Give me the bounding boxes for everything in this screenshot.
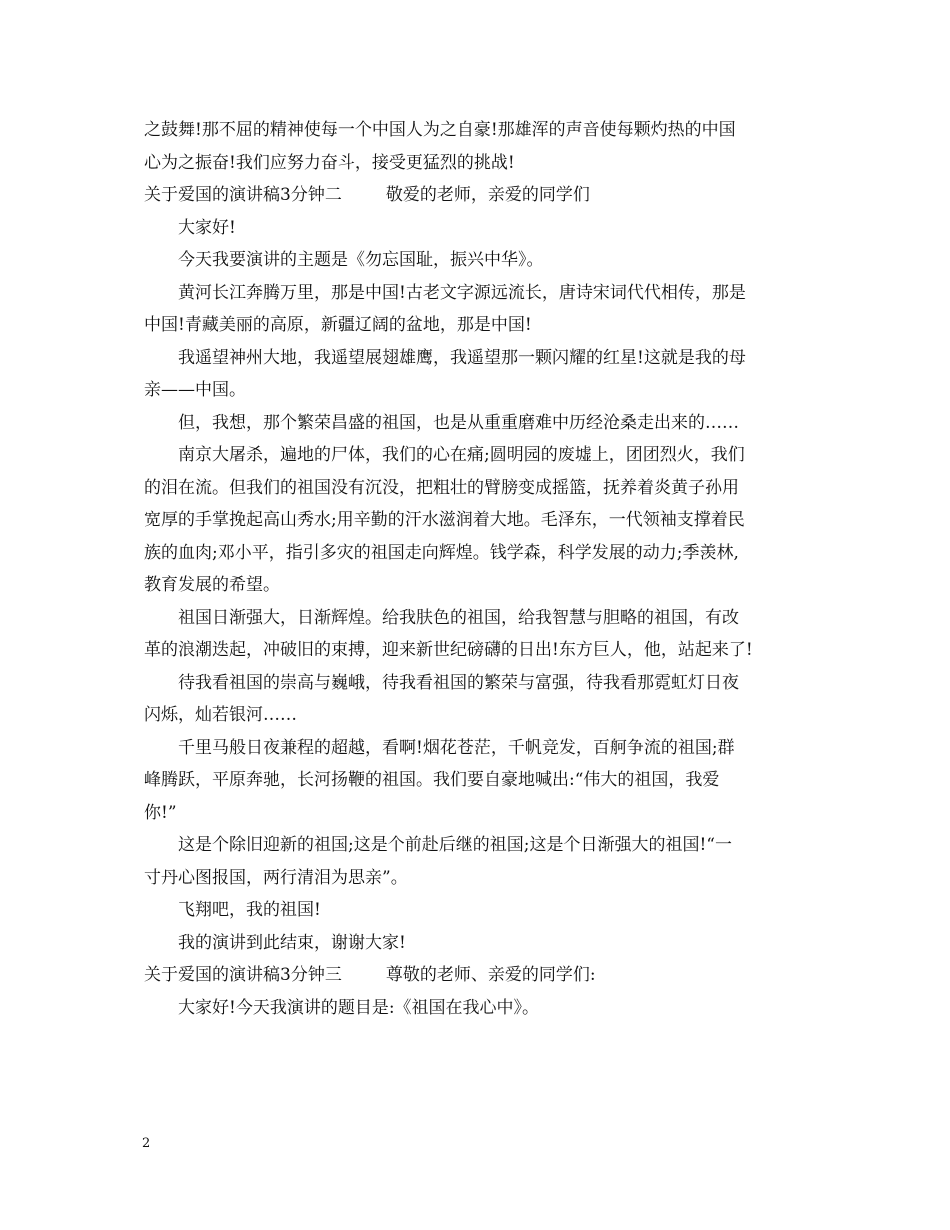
section-title: 关于爱国的演讲稿3分钟二	[144, 185, 342, 205]
salutation: 敬爱的老师，亲爱的同学们	[385, 185, 590, 205]
paragraph-line: 宽厚的手掌挽起高山秀水;用辛勤的汗水滋润着大地。毛泽东，一代领袖支撑着民	[144, 510, 745, 530]
paragraph-line: 大家好!今天我演讲的题目是:《祖国在我心中》。	[178, 997, 540, 1018]
paragraph-line: 峰腾跃，平原奔驰，长河扬鞭的祖国。我们要自豪地喊出:“伟大的祖国，我爱	[144, 770, 720, 790]
salutation: 尊敬的老师、亲爱的同学们:	[385, 965, 596, 985]
paragraph-line: 待我看祖国的崇高与巍峨，待我看祖国的繁荣与富强，待我看那霓虹灯日夜	[178, 672, 739, 693]
paragraph-line: 教育发展的希望。	[144, 575, 280, 595]
paragraph-line: 寸丹心图报国，两行清泪为思亲”。	[144, 867, 408, 888]
section-title: 关于爱国的演讲稿3分钟三	[144, 965, 342, 985]
paragraph-line: 黄河长江奔腾万里，那是中国!古老文字源远流长，唐诗宋词代代相传，那是	[178, 282, 746, 303]
paragraph-line: 祖国日渐强大，日渐辉煌。给我肤色的祖国，给我智慧与胆略的祖国，有改	[178, 607, 739, 628]
paragraph-line: 之鼓舞!那不屈的精神使每一个中国人为之自豪!那雄浑的声音使每颗灼热的中国	[144, 120, 736, 140]
paragraph-line: 但，我想，那个繁荣昌盛的祖国，也是从重重磨难中历经沧桑走出来的……	[178, 412, 739, 433]
document-body	[144, 114, 824, 1024]
paragraph-line: 心为之振奋!我们应努力奋斗，接受更猛烈的挑战!	[144, 152, 515, 173]
paragraph-line: 的泪在流。但我们的祖国没有沉没，把粗壮的臂膀变成摇篮，抚养着炎黄子孙用	[144, 477, 739, 498]
paragraph-line: 我的演讲到此结束，谢谢大家!	[178, 932, 406, 953]
paragraph-line: 大家好!	[178, 217, 236, 238]
paragraph-line: 革的浪潮迭起，冲破旧的束搏，迎来新世纪磅礴的日出!东方巨人，他，站起来了!	[144, 640, 753, 660]
paragraph-line: 族的血肉;邓小平，指引多灾的祖国走向辉煌。钱学森，科学发展的动力;季羡林,	[144, 542, 739, 563]
paragraph-line: 今天我要演讲的主题是《勿忘国耻，振兴中华》。	[178, 250, 544, 270]
page-number: 2	[142, 1136, 151, 1151]
paragraph-line: 千里马般日夜兼程的超越，看啊!烟花苍茫，千帆竞发，百舸争流的祖国;群	[178, 737, 735, 758]
paragraph-line: 飞翔吧，我的祖国!	[178, 900, 321, 920]
paragraph-line: 亲——中国。	[144, 380, 246, 400]
paragraph-line: 闪烁，灿若银河……	[144, 705, 297, 725]
paragraph-line: 南京大屠杀，遍地的尸体，我们的心在痛;圆明园的废墟上，团团烈火，我们	[178, 445, 745, 465]
paragraph-line: 我遥望神州大地，我遥望展翅雄鹰，我遥望那一颗闪耀的红星!这就是我的母	[178, 347, 746, 368]
paragraph-line: 中国!青藏美丽的高原，新疆辽阔的盆地，那是中国!	[144, 315, 532, 335]
section-heading	[144, 959, 824, 992]
section-heading	[144, 179, 824, 212]
paragraph-line: 这是个除旧迎新的祖国;这是个前赴后继的祖国;这是个日渐强大的祖国!“一	[178, 835, 732, 855]
paragraph-line: 你!”	[144, 802, 177, 823]
